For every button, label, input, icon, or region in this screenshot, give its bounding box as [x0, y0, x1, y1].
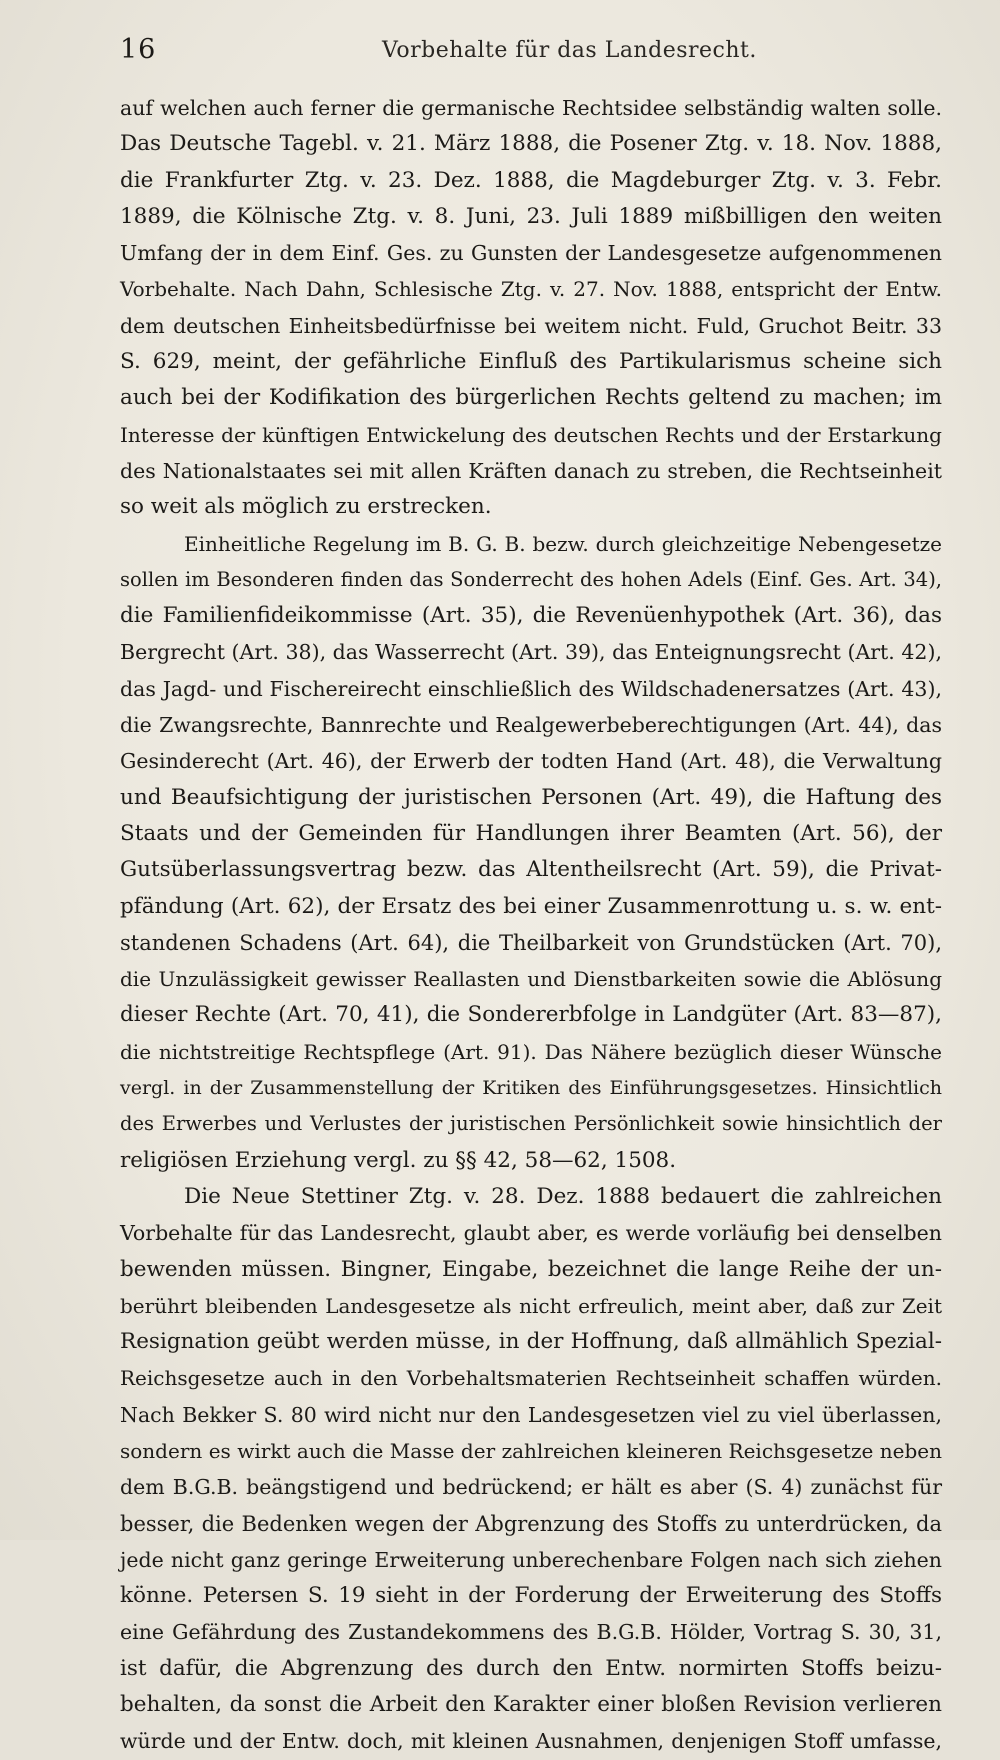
text-line: die nichtstreitige Rechtspflege (Art. 91). Das Nähere bezüglich dieser Wünsche — [120, 1039, 942, 1064]
text-line: die Familienfideikommisse (Art. 35), die Revenüenhypothek (Art. 36), das — [120, 603, 942, 629]
text-line: Resignation geübt werden müsse, in der Hoffnung, daß allmählich Spezial- — [120, 1329, 942, 1355]
text-line: die Zwangsrechte, Bannrechte und Realgewerbeberechtigungen (Art. 44), das — [120, 713, 942, 738]
text-line: das Jagd- und Fischereirecht einschließlich des Wildschadenersatzes (Art. 43), — [120, 676, 942, 701]
text-line: dem deutschen Einheitsbedürfnisse bei weitem nicht. Fuld, Gruchot Beitr. 33 — [120, 313, 942, 338]
text-line: besser, die Bedenken wegen der Abgrenzung des Stoffs zu unterdrücken, da — [120, 1511, 942, 1536]
text-line: Gesinderecht (Art. 46), der Erwerb der todten Hand (Art. 48), die Verwaltung — [120, 749, 942, 774]
text-line: religiösen Erziehung vergl. zu §§ 42, 58—62, 1508. — [120, 1147, 677, 1173]
text-line: ist dafür, die Abgrenzung des durch den Entw. normirten Stoffs beizu- — [120, 1655, 942, 1681]
text-line: standenen Schadens (Art. 64), die Theilbarkeit von Grundstücken (Art. 70), — [120, 930, 942, 955]
text-line: pfändung (Art. 62), der Ersatz des bei einer Zusammenrottung u. s. w. ent- — [120, 893, 942, 919]
text-line: des Erwerbes und Verlustes der juristischen Persönlichkeit sowie hinsichtlich der — [120, 1112, 942, 1136]
text-line: Interesse der künftigen Entwickelung des deutschen Rechts und der Erstarkung — [120, 422, 942, 447]
text-line: jede nicht ganz geringe Erweiterung unberechenbare Folgen nach sich ziehen — [120, 1547, 942, 1572]
text-line: des Nationalstaates sei mit allen Kräften danach zu streben, die Rechtseinheit — [120, 458, 942, 483]
text-line: behalten, da sonst die Arbeit den Karakter einer bloßen Revision verlieren — [120, 1692, 942, 1718]
text-line: Staats und der Gemeinden für Handlungen ihrer Beamten (Art. 56), der — [120, 820, 942, 846]
text-line: bewenden müssen. Bingner, Eingabe, bezeichnet die lange Reihe der un- — [120, 1256, 942, 1282]
text-line: eine Gefährdung des Zustandekommens des B.G.B. Hölder, Vortrag S. 30, 31, — [120, 1620, 942, 1645]
text-line: die Unzulässigkeit gewisser Reallasten und Dienstbarkeiten sowie die Ablösung — [120, 967, 942, 992]
text-line: auf welchen auch ferner die germanische Rechtsidee selbständig walten solle. — [120, 96, 942, 120]
text-line: 1889, die Kölnische Ztg. v. 8. Juni, 23. Juli 1889 mißbilligen den weiten — [120, 203, 942, 229]
text-line: Nach Bekker S. 80 wird nicht nur den Landesgesetzen viel zu viel überlassen, — [120, 1402, 942, 1427]
running-head: Vorbehalte für das Landesrecht. — [382, 38, 757, 63]
text-line: sondern es wirkt auch die Masse der zahlreichen kleineren Reichsgesetze neben — [120, 1438, 942, 1463]
text-line: sollen im Besonderen finden das Sonderrecht des hohen Adels (Einf. Ges. Art. 34), — [120, 567, 942, 591]
paragraph-start-line: Einheitliche Regelung im B. G. B. bezw. durch gleichzeitige Nebengesetze — [184, 531, 942, 556]
text-line: Vorbehalte. Nach Dahn, Schlesische Ztg. v. 27. Nov. 1888, entspricht der Entw. — [120, 277, 942, 302]
text-line: Bergrecht (Art. 38), das Wasserrecht (Art. 39), das Enteignungsrecht (Art. 42), — [120, 640, 942, 665]
text-line: Reichsgesetze auch in den Vorbehaltsmaterien Rechtseinheit schaffen würden. — [120, 1366, 942, 1391]
paragraph-start-line: Die Neue Stettiner Ztg. v. 28. Dez. 1888 bedauert die zahlreichen — [184, 1183, 942, 1209]
text-line: Vorbehalte für das Landesrecht, glaubt aber, es werde vorläufig bei denselben — [120, 1221, 942, 1246]
text-line: könne. Petersen S. 19 sieht in der Forderung der Erweiterung des Stoffs — [120, 1583, 942, 1609]
text-line: und Beaufsichtigung der juristischen Personen (Art. 49), die Haftung des — [120, 784, 942, 810]
text-line: dieser Rechte (Art. 70, 41), die Sondererbfolge in Landgüter (Art. 83—87), — [120, 1002, 942, 1028]
text-line: vergl. in der Zusammenstellung der Kritiken des Einführungsgesetzes. Hinsichtlich — [120, 1077, 942, 1100]
text-line: dem B.G.B. beängstigend und bedrückend; er hält es aber (S. 4) zunächst für — [120, 1475, 942, 1500]
text-line: würde und der Entw. doch, mit kleinen Ausnahmen, denjenigen Stoff umfasse, — [120, 1729, 942, 1754]
text-line: Das Deutsche Tagebl. v. 21. März 1888, die Posener Ztg. v. 18. Nov. 1888, — [120, 131, 942, 157]
page-header — [120, 34, 940, 70]
body-text — [120, 90, 942, 1760]
text-line: Umfang der in dem Einf. Ges. zu Gunsten der Landesgesetze aufgenommenen — [120, 241, 942, 266]
page-number: 16 — [120, 34, 157, 65]
text-line: auch bei der Kodifikation des bürgerlichen Rechts geltend zu machen; im — [120, 385, 942, 411]
text-line: die Frankfurter Ztg. v. 23. Dez. 1888, die Magdeburger Ztg. v. 3. Febr. — [120, 167, 942, 193]
text-line: berührt bleibenden Landesgesetze als nicht erfreulich, meint aber, daß zur Zeit — [120, 1293, 942, 1318]
text-line: S. 629, meint, der gefährliche Einfluß des Partikularismus scheine sich — [120, 349, 942, 375]
text-line: Gutsüberlassungsvertrag bezw. das Altentheilsrecht (Art. 59), die Privat- — [120, 857, 942, 883]
text-line: so weit als möglich zu erstrecken. — [120, 494, 492, 520]
